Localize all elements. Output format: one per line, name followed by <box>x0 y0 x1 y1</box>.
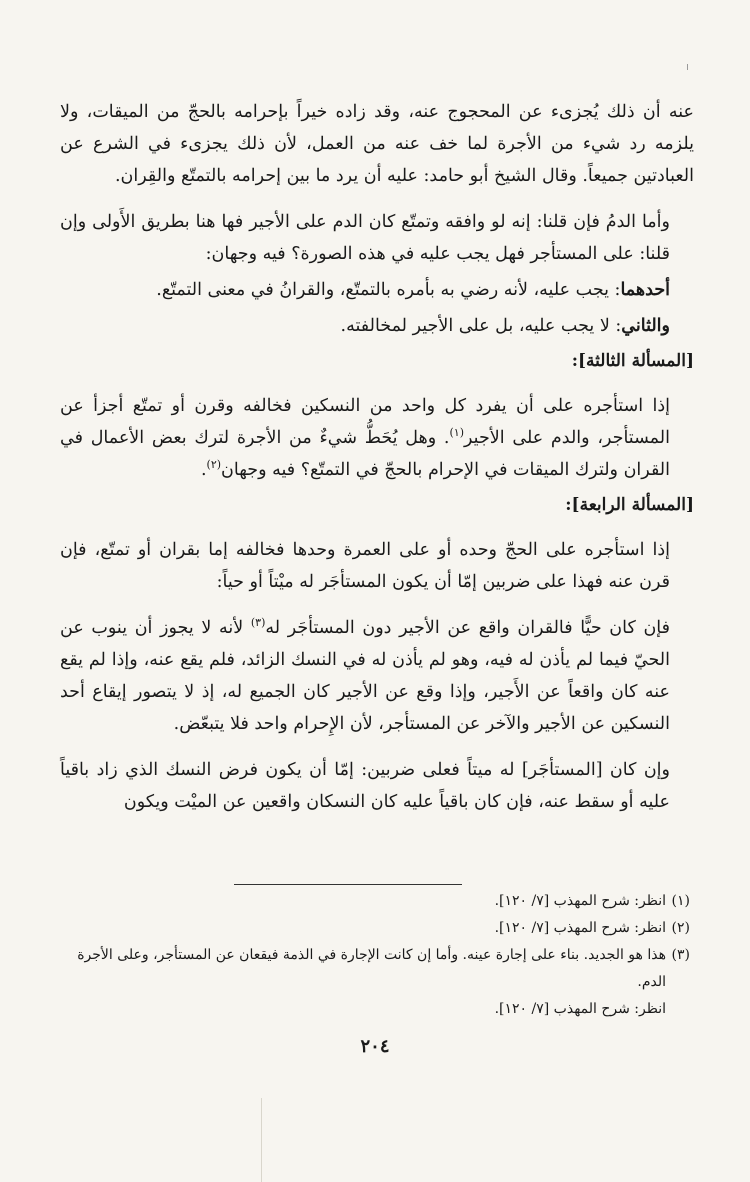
binding-line <box>261 1098 262 1182</box>
footnote-text: انظر: شرح المهذب [٧/ ١٢٠]. <box>494 920 666 936</box>
paragraph-8 <box>60 754 670 818</box>
paragraph-2-text: وأما الدمُ فإن قلنا: إنه لو وافقه وتمتّع كان الدم على الأجير فها هنا بطريق الأَولى وإن قلنا: على المستأجر فهل يجب عليه في هذه الصورة؟ فيه وجهان: <box>60 212 670 264</box>
footnote-3 <box>70 942 690 996</box>
footnote-3-continuation <box>70 996 690 1023</box>
paragraph-8-text: وإن كان [المستأجَر] له ميتاً فعلى ضربين: إمّا أن يكون فرض النسك الذي زاد باقياً عليه أو سقط عنه، فإن كان باقياً عليه كان النسكان واقعين عن الميْت ويكون <box>60 760 670 812</box>
paragraph-3 <box>60 274 670 306</box>
paragraph-4 <box>60 310 670 342</box>
option-one-label: أحدهما <box>620 280 670 300</box>
paragraph-5-part-c: . <box>200 460 207 480</box>
footnote-text: انظر: شرح المهذب [٧/ ١٢٠]. <box>494 893 666 909</box>
footnote-ref-2[interactable]: (٢) <box>206 458 222 472</box>
footnote-text: هذا هو الجديد. بناء على إجارة عينه. وأما إن كانت الإجارة في الذمة فيقعان عن المستأجر، وعلى الأجرة الدم. <box>77 947 666 990</box>
option-one-text: : يجب عليه، لأنه رضي به بأمره بالتمتّع، والقرانُ في معنى التمتّع. <box>156 280 621 300</box>
page-body <box>60 96 694 822</box>
paragraph-1: عنه أن ذلك يُجزىء عن المحجوج عنه، وقد زاده خيراً بإحرامه بالحجّ من الميقات، ولا يلزمه رد شيء من الأجرة لما خف عنه من العمل، لأن ذلك يجزىء في الشرع عن العبادتين جميعاً. وقال الشيخ أبو حامد: عليه أن يرد ما بين إحرامه بالتمتّع والقِران. <box>60 102 694 186</box>
paragraph-2 <box>60 206 670 270</box>
footnote-1 <box>70 888 690 915</box>
paragraph-5-part-b: . وهل يُحَطُّ شيءٌ من الأجرة لترك بعض الأعمال في القران ولترك الميقات في الإحرام بالحجّ في التمتّع؟ فيه وجهان <box>60 428 670 480</box>
paragraph-6-text: إذا استأجره على الحجّ وحده أو على العمرة وحدها فخالفه إما بقران أو تمتّع، فإن قرن عنه فهذا على ضربين إمّا أن يكون المستأجَر له ميْتاً أو حياً: <box>60 540 670 592</box>
section-heading-third-issue: [المسألة الثالثة]: <box>571 351 694 371</box>
option-two-text: : لا يجب عليه، بل على الأجير لمخالفته. <box>340 316 622 336</box>
footnote-text: انظر: شرح المهذب [٧/ ١٢٠]. <box>494 1001 666 1017</box>
page-number: ٢٠٤ <box>360 1036 390 1057</box>
footnote-ref-3[interactable]: (٣) <box>250 616 266 630</box>
paragraph-5-part-a: إذا استأجره على أن يفرد كل واحد من النسكين فخالفه وقرن أو تمتّع أجزأ عن المستأجر، والدم على الأجير <box>60 396 670 448</box>
paragraph-6 <box>60 534 670 598</box>
paragraph-7-part-b: لأنه لا يجوز أن ينوب عن الحيّ فيما لم يأذن له فيه، وهو لم يأذن له في النسك الزائد، فلم يقع عنه، وإذا لم يقع عنه كان واقعاً عن الأَجير، وإذا وقع عن الأجير كان الجميع له، إذ لا يتصور إيقاع أحد النسكين عن الأجير والآخر عن المستأجر، لأن الإِحرام واحد فلا يتبعّض. <box>60 618 670 734</box>
footnote-number: (١) <box>671 893 690 909</box>
option-two-label: والثاني <box>621 316 670 336</box>
scan-mark <box>687 64 688 70</box>
footnotes <box>70 888 690 1023</box>
section-heading-fourth-issue: [المسألة الرابعة]: <box>565 495 694 515</box>
footnote-number: (٢) <box>671 920 690 936</box>
footnote-divider <box>234 884 462 885</box>
paragraph-5 <box>60 390 670 486</box>
footnote-2 <box>70 915 690 942</box>
footnote-ref-1[interactable]: (١) <box>449 426 465 440</box>
paragraph-7-part-a: فإن كان حيًّا فالقران واقع عن الأجير دون المستأجَر له <box>265 618 670 638</box>
paragraph-7 <box>60 612 670 740</box>
footnote-number: (٣) <box>671 947 690 963</box>
